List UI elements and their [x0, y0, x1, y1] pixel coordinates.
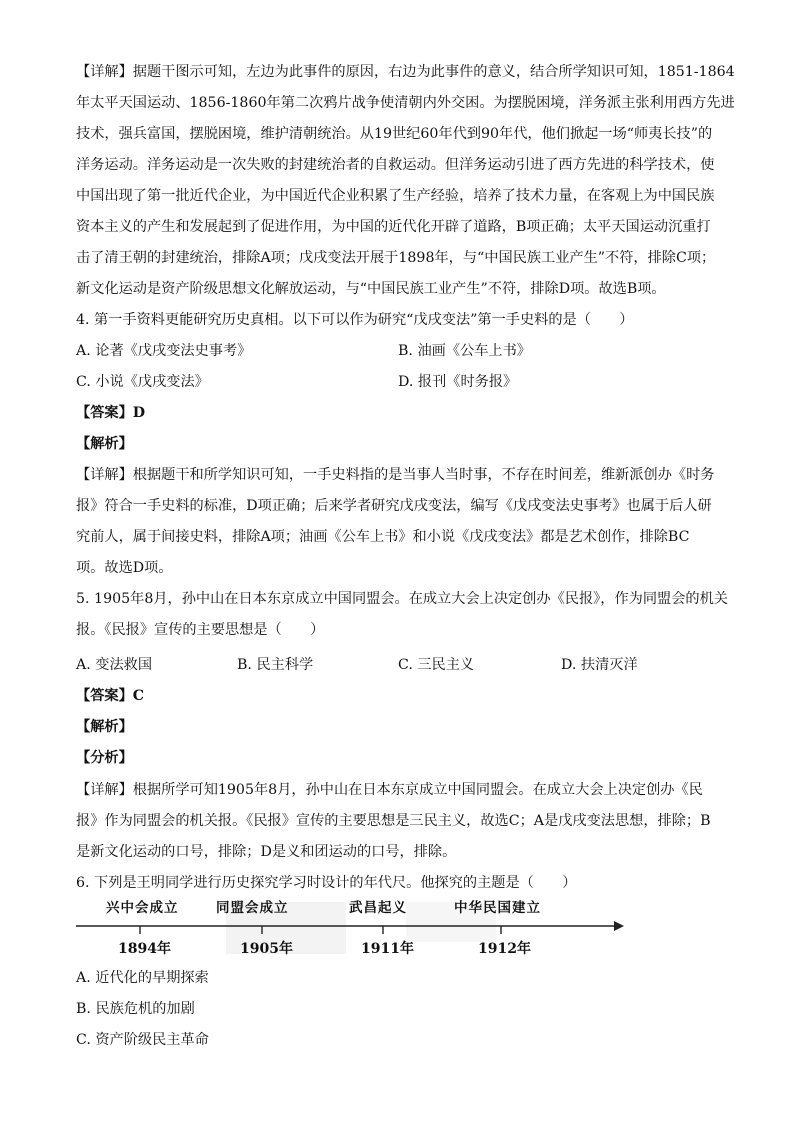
- q5-option-a: A. 变法救国: [76, 657, 153, 673]
- q3-detail-line-6: 资本主义的产生和发展起到了促进作用，为中国的近代化开辟了道路，B项正确；太平天国运动沉重打: [76, 219, 711, 235]
- q5-detail-line-1: 【详解】根据所学可知1905年8月，孙中山在日本东京成立中国同盟会。在成立大会上决定创办《民: [76, 782, 703, 798]
- q3-detail-line-8: 新文化运动是资产阶级思想文化解放运动，与“中国民族工业产生”不符，排除D项。故选B项。: [76, 281, 666, 297]
- q5-stem-line-2: 报。《民报》宣传的主要思想是（ ）: [76, 622, 325, 638]
- q4-detail-line-2: 报》符合一手史料的标准，D项正确；后来学者研究戊戌变法，编写《戊戌变法史事考》也属于后人研: [76, 498, 712, 514]
- timeline-event: 中华民国建立: [454, 900, 541, 916]
- q6-stem: 6. 下列是王明同学进行历史探究学习时设计的年代尺。他探究的主题是（ ）: [76, 875, 577, 891]
- q3-detail-line-1: 【详解】据题干图示可知，左边为此事件的原因，右边为此事件的意义，结合所学知识可知，1851-1864: [76, 64, 735, 80]
- q5-answer: 【答案】C: [76, 688, 145, 704]
- q4-option-c: C. 小说《戊戌变法》: [76, 374, 209, 390]
- timeline-arrow-icon: [614, 921, 624, 931]
- q4-detail-line-4: 项。故选D项。: [76, 560, 173, 576]
- q5-analysis-heading: 【解析】: [76, 719, 133, 735]
- q5-option-c: C. 三民主义: [398, 657, 475, 673]
- q6-option-b: B. 民族危机的加剧: [76, 1001, 195, 1017]
- timeline-year: 1912年: [478, 941, 531, 957]
- q4-option-a: A. 论著《戊戌变法史事考》: [76, 343, 252, 359]
- q5-detail-line-2: 报》作为同盟会的机关报。《民报》宣传的主要思想是三民主义，故选C；A是戊戌变法思想，排除；B: [76, 813, 711, 829]
- q3-detail-line-5: 中国出现了第一批近代企业，为中国近代企业积累了生产经验，培养了技术力量，在客观上为中国民族: [76, 188, 715, 204]
- timeline-event: 武昌起义: [349, 900, 407, 916]
- q3-detail-line-4: 洋务运动。洋务运动是一次失败的封建统治者的自救运动。但洋务运动引进了西方先进的科学技术，使: [76, 157, 715, 173]
- timeline-event: 同盟会成立: [216, 900, 289, 916]
- q5-option-d: D. 扶清灭洋: [561, 657, 638, 673]
- q4-detail-line-3: 究前人，属于间接史料，排除A项；油画《公车上书》和小说《戊戌变法》都是艺术创作，排除BC: [76, 529, 690, 545]
- q5-stem-line-1: 5. 1905年8月，孙中山在日本东京成立中国同盟会。在成立大会上决定创办《民报》，作为同盟会的机关: [76, 591, 728, 607]
- q5-fenxi-heading: 【分析】: [76, 750, 133, 766]
- q3-detail-line-7: 击了清王朝的封建统治，排除A项；戊戌变法开展于1898年，与“中国民族工业产生”不符，排除C项；: [76, 250, 716, 266]
- q4-option-d: D. 报刊《时务报》: [398, 374, 518, 390]
- timeline-year: 1894年: [118, 941, 171, 957]
- timeline-event: 兴中会成立: [106, 900, 179, 916]
- q5-detail-line-3: 是新文化运动的口号，排除；D是义和团运动的口号，排除。: [76, 844, 457, 860]
- q4-answer: 【答案】D: [76, 405, 146, 421]
- timeline-year: 1905年: [240, 941, 293, 957]
- q4-detail-line-1: 【详解】根据题干和所学知识可知，一手史料指的是当事人当时事，不存在时间差，维新派创办《时务: [76, 467, 715, 483]
- q5-option-b: B. 民主科学: [237, 657, 314, 673]
- q4-analysis-heading: 【解析】: [76, 436, 133, 452]
- q3-detail-line-2: 年太平天国运动、1856-1860年第二次鸦片战争使清朝内外交困。为摆脱困境，洋务派主张利用西方先进: [76, 95, 735, 111]
- timeline-ruler: [76, 896, 636, 960]
- q4-stem: 4. 第一手资料更能研究历史真相。以下可以作为研究“戊戌变法”第一手史料的是（ ）: [76, 312, 634, 328]
- q3-detail-line-3: 技术，强兵富国，摆脱困境，维护清朝统治。从19世纪60年代到90年代，他们掀起一场“师夷长技”的: [76, 126, 713, 142]
- timeline-year: 1911年: [361, 941, 414, 957]
- q6-option-c: C. 资产阶级民主革命: [76, 1032, 209, 1048]
- q4-option-b: B. 油画《公车上书》: [398, 343, 531, 359]
- q6-option-a: A. 近代化的早期探索: [76, 970, 209, 986]
